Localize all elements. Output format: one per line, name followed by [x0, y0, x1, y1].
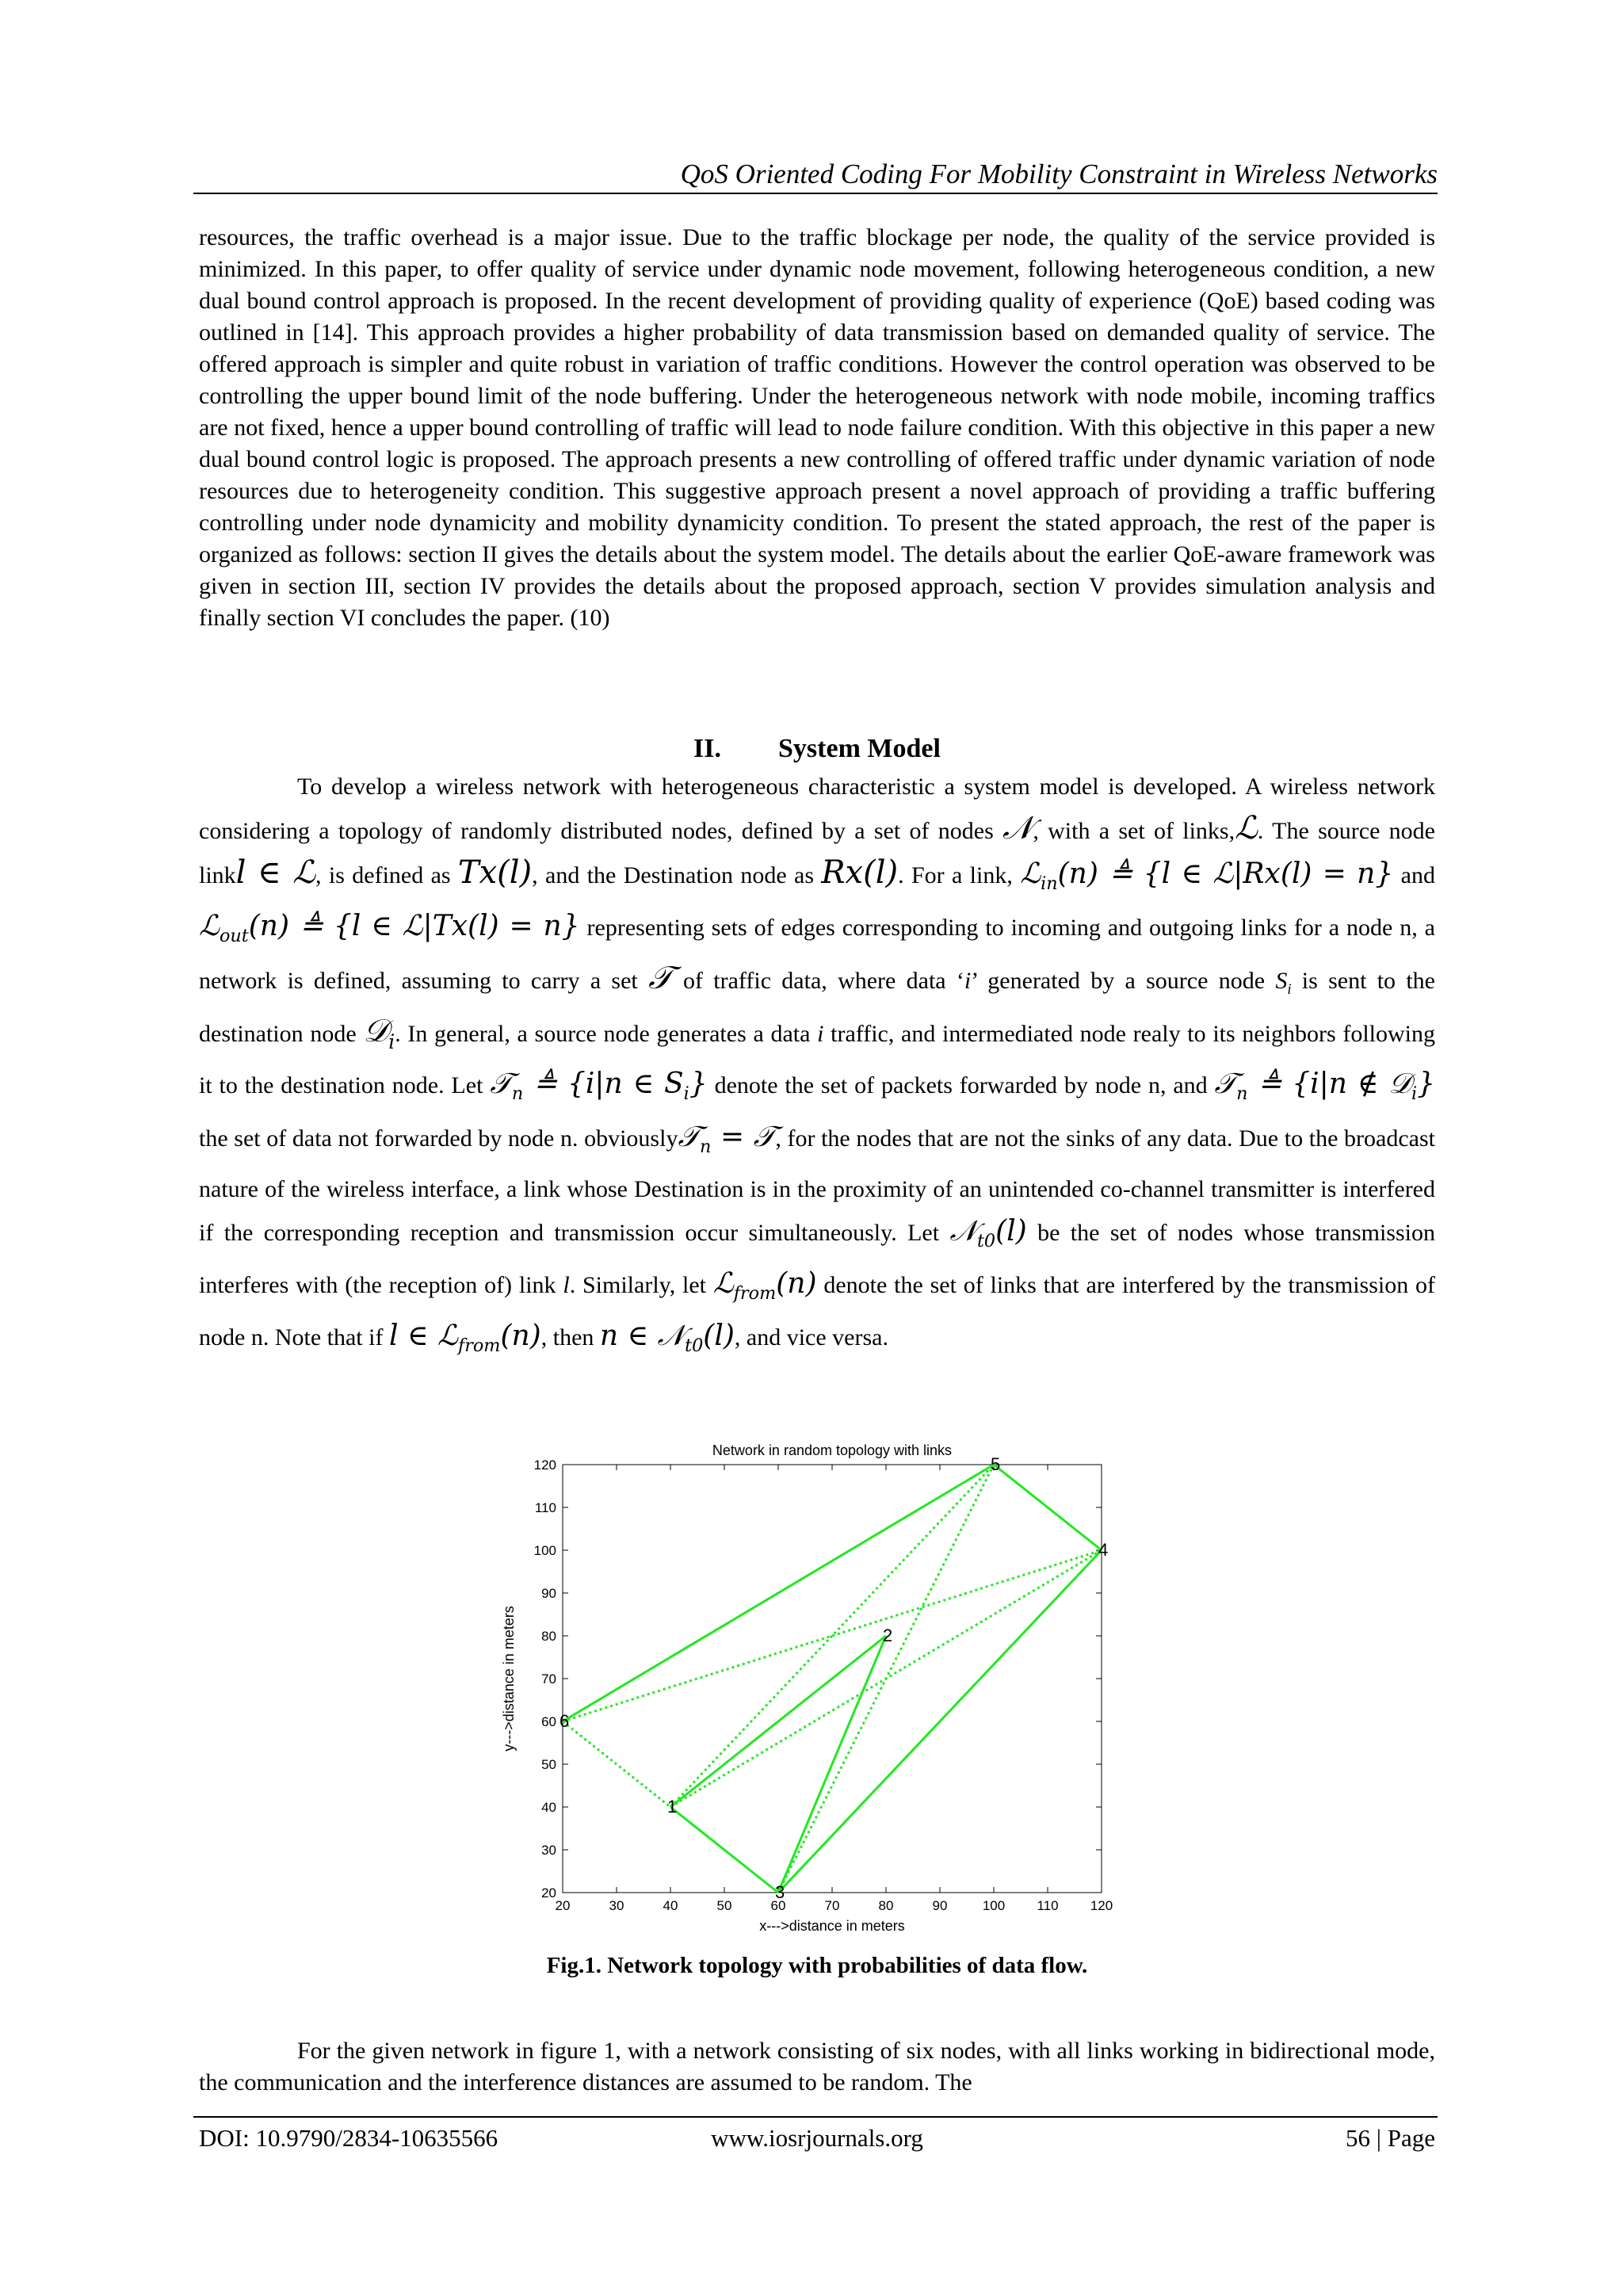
- node-label: 1: [667, 1797, 678, 1817]
- y-tick-label: 40: [541, 1800, 556, 1815]
- x-tick-label: 50: [716, 1898, 732, 1913]
- solid-link: [778, 1636, 886, 1893]
- x-axis-label: x--->distance in meters: [759, 1918, 905, 1934]
- solid-link: [563, 1465, 994, 1721]
- running-header: QoS Oriented Coding For Mobility Constraint in Wireless Networks: [680, 159, 1438, 189]
- node-label: 3: [775, 1882, 785, 1902]
- node-label: 5: [991, 1454, 1001, 1474]
- y-tick-label: 110: [534, 1500, 556, 1515]
- section-number: II.: [693, 734, 722, 763]
- footer-site: www.iosrjournals.org: [711, 2124, 923, 2152]
- section-title: System Model: [778, 734, 941, 763]
- y-tick-label: 70: [541, 1671, 556, 1687]
- y-tick-label: 60: [541, 1714, 556, 1729]
- solid-link: [670, 1636, 886, 1807]
- closing-paragraph: For the given network in figure 1, with a network consisting of six nodes, with all links working in bidirectional mode, the communication and the interference distances are assumed to be random. The: [199, 2038, 1435, 2095]
- x-tick-label: 40: [663, 1898, 678, 1913]
- x-tick-label: 120: [1090, 1898, 1113, 1913]
- y-tick-label: 50: [541, 1757, 556, 1772]
- x-tick-label: 60: [770, 1898, 786, 1913]
- y-axis-label: y--->distance in meters: [501, 1606, 517, 1752]
- solid-link: [670, 1807, 778, 1893]
- chart-title: Network in random topology with links: [712, 1442, 953, 1458]
- node-label: 4: [1098, 1540, 1109, 1560]
- y-tick-label: 120: [533, 1457, 556, 1473]
- figure-caption: Fig.1. Network topology with probabilities of data flow.: [546, 1953, 1088, 1978]
- y-tick-label: 90: [541, 1586, 556, 1601]
- y-tick-label: 20: [541, 1885, 556, 1901]
- y-tick-label: 80: [541, 1629, 556, 1644]
- system-model-paragraph: To develop a wireless network with heterogeneous characteristic a system model is developed. A wireless network considering a topology of randomly distributed nodes, defined by a set of nodes 𝒩, with a set of links,ℒ. The source node linkl ∈ ℒ, is defined as Tx(l), and the Destination node as Rx(l). For a link, ℒ$_{in}$(n) ≜ {l ∈ ℒ|Rx(l) = n} and ℒ$_{out}$(n) ≜ {l ∈ ℒ|Tx(l) = n} representing sets of edges corresponding to incoming and outgoing links for a node n, a network is defined, assuming to carry a set 𝒯 of traffic data, where data ‘i’ generated by a source node $S_i$ is sent to the destination node 𝒟$_i$. In general, a source node generates a data i traffic, and intermediated node realy to its neighbors following it to the destination node. Let 𝒯$_n$ ≜ {i|n ∈ $S_i$} denote the set of packets forwarded by node n, and 𝒯$_n$ ≜ {i|n ∉ 𝒟$_i$} the set of data not forwarded by node n. obviously𝒯$_n$ = 𝒯, for the nodes that are not the sinks of any data. Due to the broadcast nature of the wireless interface, a link whose Destination is in the proximity of an unintended co-channel transmitter is interfered if the corresponding reception and transmission occur simultaneously. Let 𝒩$_{t0}$(l) be the set of nodes whose transmission interferes with (the reception of) link l. Similarly, let ℒ$_{from}$(n) denote the set of links that are interfered by the transmission of node n. Note that if l ∈ ℒ$_{from}$(n), then n ∈ 𝒩$_{t0}$(l), and vice versa.: [199, 774, 1436, 1357]
- y-tick-label: 30: [541, 1843, 556, 1858]
- network-topology-chart: [491, 1433, 1141, 1948]
- solid-link: [994, 1465, 1102, 1550]
- footer-doi: DOI: 10.9790/2834-10635566: [199, 2124, 498, 2152]
- dotted-link: [670, 1465, 994, 1807]
- footer-page-number: 56 | Page: [1346, 2124, 1435, 2152]
- x-tick-label: 80: [878, 1898, 894, 1913]
- y-tick-label: 100: [533, 1543, 556, 1558]
- x-tick-label: 100: [982, 1898, 1006, 1913]
- x-tick-label: 30: [609, 1898, 624, 1913]
- section-heading: [199, 729, 1435, 769]
- x-tick-label: 70: [824, 1898, 840, 1913]
- footer-rule: [193, 2116, 1438, 2118]
- node-label: 6: [559, 1711, 570, 1731]
- header-rule: [193, 193, 1438, 194]
- x-tick-label: 20: [555, 1898, 571, 1913]
- x-tick-label: 110: [1037, 1898, 1059, 1913]
- node-label: 2: [883, 1626, 893, 1645]
- dotted-link: [563, 1721, 670, 1807]
- x-tick-label: 90: [932, 1898, 948, 1913]
- intro-paragraph: resources, the traffic overhead is a major issue. Due to the traffic blockage per node, the quality of the service provided is minimized. In this paper, to offer quality of service under dynamic node movement, following heterogeneous condition, a new dual bound control approach is proposed. In the recent development of providing quality of experience (QoE) based coding was outlined in [14]. This approach provides a higher probability of data transmission based on demanded quality of service. The offered approach is simpler and quite robust in variation of traffic conditions. However the control operation was observed to be controlling the upper bound limit of the node buffering. Under the heterogeneous network with node mobile, incoming traffics are not fixed, hence a upper bound controlling of traffic will lead to node failure condition. With this objective in this paper a new dual bound control logic is proposed. The approach presents a new controlling of offered traffic under dynamic variation of node resources due to heterogeneity condition. This suggestive approach present a novel approach of providing a traffic buffering controlling under node dynamicity and mobility dynamicity condition. To present the stated approach, the rest of the paper is organized as follows: section II gives the details about the system model. The details about the earlier QoE-aware framework was given in section III, section IV provides the details about the proposed approach, section V provides simulation analysis and finally section VI concludes the paper. (10): [199, 224, 1435, 631]
